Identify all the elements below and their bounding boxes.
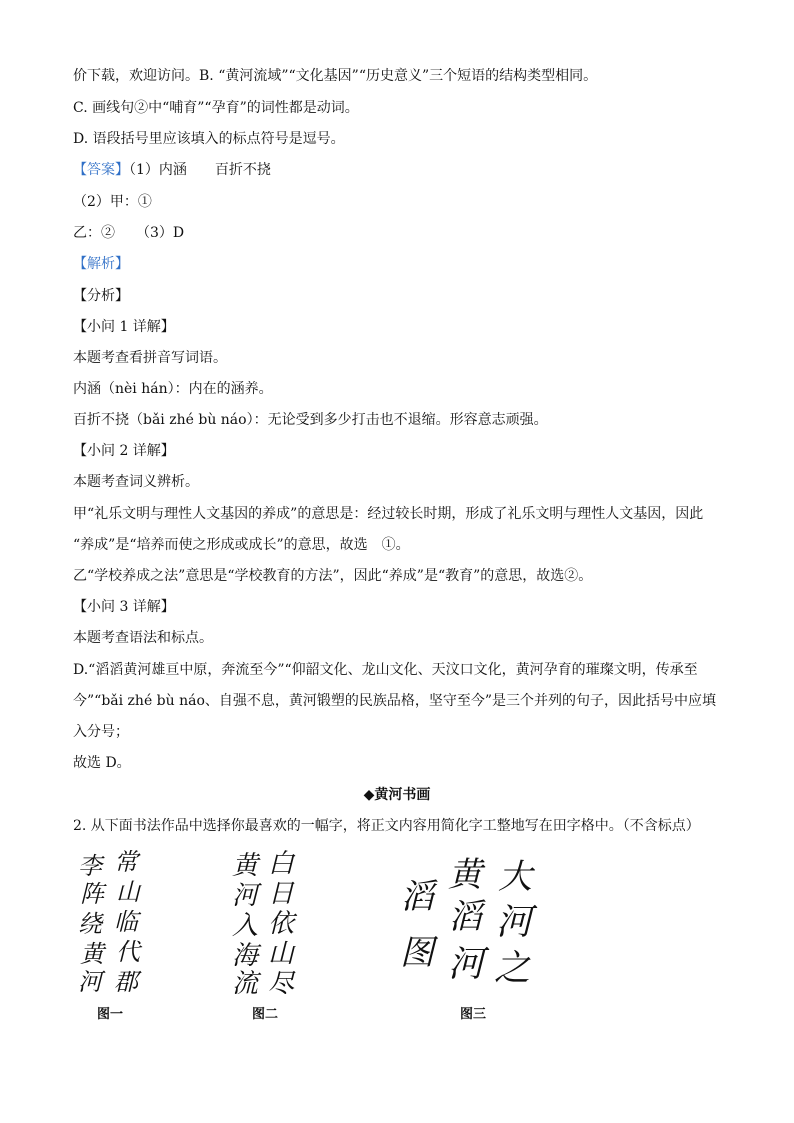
- calligraphy-char: 李: [78, 852, 102, 880]
- text-line: 本题考查看拼音写词语。: [73, 350, 227, 366]
- calligraphy-char: 黄: [448, 855, 482, 895]
- calligraphy-char: 入: [232, 911, 259, 941]
- calligraphy-char: 海: [232, 941, 259, 971]
- figure-1-caption: 图一: [97, 1007, 124, 1022]
- calligraphy-char: 河: [78, 968, 102, 995]
- text-line: 【分析】: [73, 288, 129, 304]
- text-line: 甲“礼乐文明与理性人文基因的养成”的意思是：经过较长时期，形成了礼乐文明与理性人文基因，因此: [73, 506, 704, 522]
- calligraphy-char: 滔: [448, 897, 482, 937]
- calligraphy-char: 代: [116, 938, 140, 966]
- calligraphy-char: 常: [114, 850, 138, 876]
- calligraphy-figure-2: [230, 848, 300, 996]
- text-line: 价下载，欢迎访问。B. “黄河流域”“文化基因”“历史意义”三个短语的结构类型相同。: [73, 68, 598, 84]
- calligraphy-char: 河: [448, 944, 485, 985]
- text-line: “养成”是“培养而使之形成或成长”的意思，故选 ①。: [73, 537, 410, 553]
- calligraphy-char: 图: [400, 933, 434, 973]
- section-title: ◆黄河书画: [363, 787, 431, 803]
- text-line: D. 语段括号里应该填入的标点符号是逗号。: [73, 131, 345, 147]
- calligraphy-char: 绕: [78, 910, 102, 938]
- text-line: 【小问 3 详解】: [73, 599, 175, 615]
- calligraphy-char: 大: [498, 857, 532, 897]
- text-line: 本题考查词义辨析。: [73, 474, 199, 490]
- calligraphy-char: 之: [494, 948, 531, 989]
- answer-tag: 【答案】: [73, 162, 129, 178]
- text-line: 今”“bǎi zhé bù náo、自强不息，黄河锻塑的民族品格，坚守至今”是三个并列的句子，因此括号中应填: [73, 693, 717, 709]
- figure-2-caption: 图二: [252, 1007, 279, 1022]
- figure-3-caption: 图三: [460, 1007, 487, 1022]
- text-line: 乙“学校养成之法”意思是“学校教育的方法”，因此“养成”是“教育”的意思，故选②。: [73, 568, 593, 584]
- text-line: 【小问 1 详解】: [73, 319, 175, 335]
- calligraphy-char: 流: [232, 969, 259, 996]
- calligraphy-char: 河: [232, 881, 259, 911]
- calligraphy-figure-1: [78, 850, 168, 995]
- calligraphy-char: 阵: [80, 880, 104, 908]
- calligraphy-char: 黄: [80, 940, 104, 968]
- text-line: 故选 D。: [73, 755, 131, 771]
- calligraphy-char: 河: [496, 902, 533, 943]
- text-line: D.“滔滔黄河雄亘中原，奔流至今”“仰韶文化、龙山文化、天汶口文化，黄河孕育的璀璨文明，传承至: [73, 662, 698, 678]
- calligraphy-char: 山: [268, 939, 295, 969]
- text-line: 本题考查语法和标点。: [73, 630, 213, 646]
- text-line: 【小问 2 详解】: [73, 443, 175, 459]
- calligraphy-char: 尽: [268, 969, 295, 996]
- calligraphy-figure-3: [398, 852, 543, 992]
- calligraphy-char: 滔: [400, 877, 434, 917]
- text-line: 内涵（nèi hán）：内在的涵养。: [73, 381, 273, 397]
- answer-text: （1）内涵 百折不挠: [129, 162, 271, 178]
- calligraphy-char: 山: [116, 878, 140, 906]
- calligraphy-char: 日: [268, 879, 295, 909]
- calligraphy-char: 白: [268, 849, 295, 879]
- calligraphy-char: 依: [268, 909, 295, 939]
- text-line: 百折不挠（bǎi zhé bù náo）：无论受到多少打击也不退缩。形容意志顽强。: [73, 412, 548, 428]
- calligraphy-char: 临: [114, 908, 138, 936]
- text-line: C. 画线句②中“哺育”“孕育”的词性都是动词。: [73, 100, 359, 116]
- answer-line: [73, 160, 271, 180]
- question-text: 2. 从下面书法作品中选择你最喜欢的一幅字，将正文内容用简化字工整地写在田字格中。（不含标点）: [73, 818, 700, 834]
- text-line: 入分号；: [73, 724, 129, 740]
- analysis-tag: 【解析】: [73, 256, 129, 272]
- calligraphy-char: 黄: [232, 851, 259, 881]
- text-line: （2）甲：①: [73, 194, 152, 210]
- text-line: 乙：② （3）D: [73, 225, 185, 241]
- calligraphy-char: 郡: [114, 968, 138, 995]
